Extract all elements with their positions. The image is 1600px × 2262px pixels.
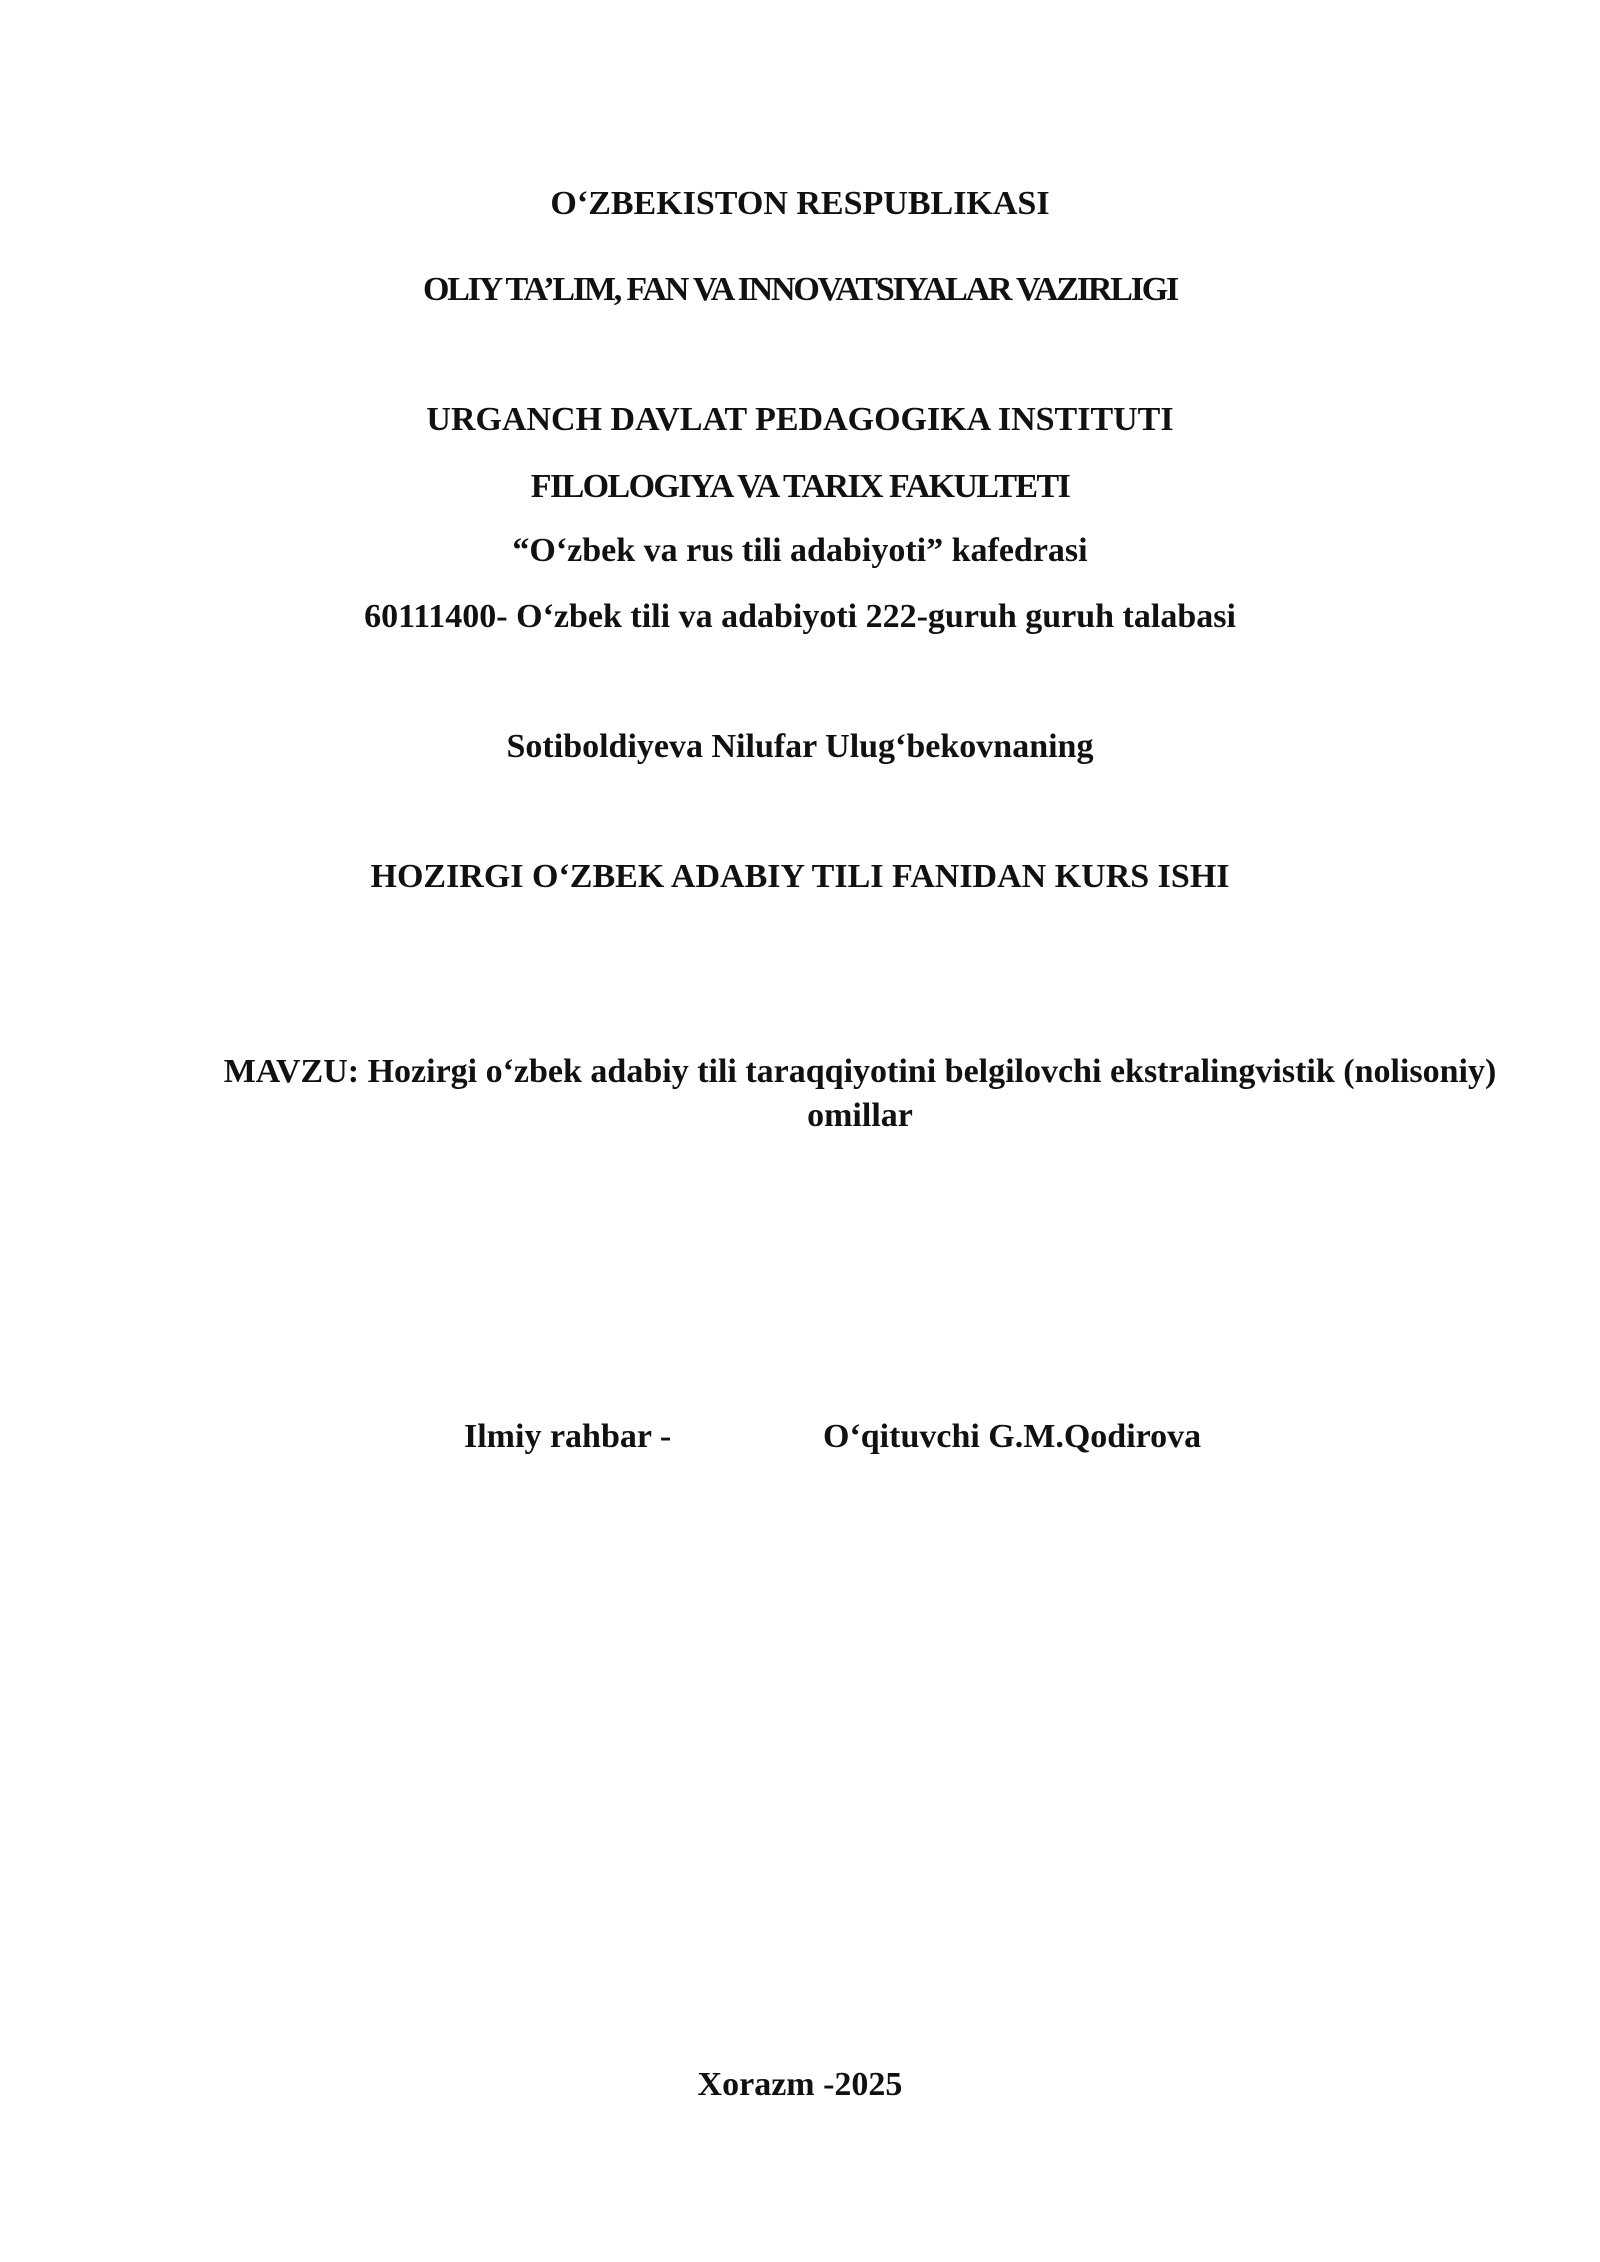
faculty-heading: FILOLOGIYA VA TARIX FAKULTETI [530, 468, 1070, 505]
work-type-title: HOZIRGI O‘ZBEK ADABIY TILI FANIDAN KURS ISHI [370, 858, 1230, 895]
topic-title: MAVZU: Hozirgi o‘zbek adabiy tili taraqqiyotini belgilovchi ekstralingvistik (nolisoniy) omillar [223, 1053, 1497, 1134]
ministry-heading: OLIY TA’LIM, FAN VA INNOVATSIYALAR VAZIRLIGI [422, 271, 1178, 308]
group-line: 60111400- O‘zbek tili va adabiyoti 222-guruh guruh talabasi [364, 598, 1236, 635]
supervisor-name: O‘qituvchi G.M.Qodirova [823, 1418, 1202, 1455]
department-line: “O‘zbek va rus tili adabiyoti” kafedrasi [512, 532, 1088, 569]
supervisor-line [0, 1415, 1600, 1459]
place-year: Xorazm -2025 [697, 2066, 903, 2103]
republic-heading: O‘ZBEKISTON RESPUBLIKASI [550, 185, 1050, 222]
supervisor-label: Ilmiy rahbar - [464, 1418, 672, 1455]
student-name: Sotiboldiyeva Nilufar Ulug‘bekovnaning [506, 728, 1094, 765]
institute-heading: URGANCH DAVLAT PEDAGOGIKA INSTITUTI [426, 401, 1174, 438]
